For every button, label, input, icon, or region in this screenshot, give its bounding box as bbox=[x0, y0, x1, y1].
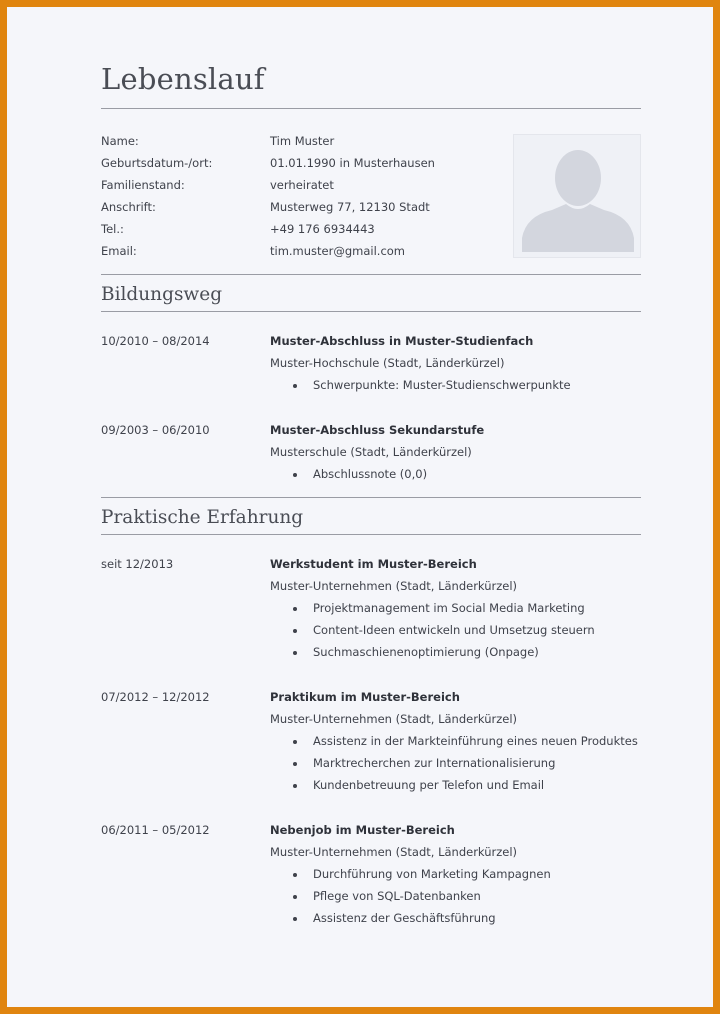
bullet-item: Pflege von SQL-Datenbanken bbox=[313, 889, 481, 903]
entry-title: Werkstudent im Muster-Bereich bbox=[270, 557, 477, 571]
bullet-item: Marktrecherchen zur Internationalisierung bbox=[313, 756, 556, 770]
bullet-icon bbox=[293, 895, 297, 899]
entry-title: Praktikum im Muster-Bereich bbox=[270, 690, 460, 704]
bullet-item: Durchführung von Marketing Kampagnen bbox=[313, 867, 551, 881]
birth-label: Geburtsdatum-/ort: bbox=[101, 156, 213, 170]
marital-status-value: verheiratet bbox=[270, 178, 334, 192]
page-title: Lebenslauf bbox=[101, 62, 265, 96]
person-silhouette-icon bbox=[522, 142, 634, 252]
marital-status-label: Familienstand: bbox=[101, 178, 185, 192]
email-value: tim.muster@gmail.com bbox=[270, 244, 406, 258]
experience-bottom-rule bbox=[101, 534, 641, 535]
address-label: Anschrift: bbox=[101, 200, 156, 214]
bullet-item: Projektmanagement im Social Media Marketing bbox=[313, 601, 585, 615]
phone-value: +49 176 6934443 bbox=[270, 222, 375, 236]
bullet-icon bbox=[293, 873, 297, 877]
bullet-icon bbox=[293, 917, 297, 921]
bullet-icon bbox=[293, 740, 297, 744]
bullet-icon bbox=[293, 607, 297, 611]
entry-title: Muster-Abschluss Sekundarstufe bbox=[270, 423, 485, 437]
bullet-icon bbox=[293, 629, 297, 633]
bullet-icon bbox=[293, 762, 297, 766]
phone-label: Tel.: bbox=[101, 222, 124, 236]
bullet-item: Assistenz der Geschäftsführung bbox=[313, 911, 496, 925]
bullet-icon bbox=[293, 784, 297, 788]
entry-title: Muster-Abschluss in Muster-Studienfach bbox=[270, 334, 534, 348]
entry-date: 06/2011 – 05/2012 bbox=[101, 823, 210, 837]
birth-value: 01.01.1990 in Musterhausen bbox=[270, 156, 435, 170]
bullet-item: Kundenbetreuung per Telefon und Email bbox=[313, 778, 545, 792]
bullet-item: Suchmaschienenoptimierung (Onpage) bbox=[313, 645, 539, 659]
bullet-icon bbox=[293, 651, 297, 655]
entry-institution: Muster-Unternehmen (Stadt, Länderkürzel) bbox=[270, 579, 518, 593]
entry-institution: Muster-Unternehmen (Stadt, Länderkürzel) bbox=[270, 845, 518, 859]
bullet-item: Abschlussnote (0,0) bbox=[313, 467, 428, 481]
name-value: Tim Muster bbox=[270, 134, 335, 148]
entry-institution: Muster-Hochschule (Stadt, Länderkürzel) bbox=[270, 356, 505, 370]
experience-top-rule bbox=[101, 497, 641, 498]
bullet-icon bbox=[293, 473, 297, 477]
experience-heading: Praktische Erfahrung bbox=[101, 507, 304, 528]
entry-date: 09/2003 – 06/2010 bbox=[101, 423, 210, 437]
entry-title: Nebenjob im Muster-Bereich bbox=[270, 823, 455, 837]
entry-institution: Musterschule (Stadt, Länderkürzel) bbox=[270, 445, 472, 459]
name-label: Name: bbox=[101, 134, 139, 148]
entry-date: 10/2010 – 08/2014 bbox=[101, 334, 210, 348]
bullet-item: Schwerpunkte: Muster-Studienschwerpunkte bbox=[313, 378, 571, 392]
bullet-item: Assistenz in der Markteinführung eines neuen Produktes bbox=[313, 734, 638, 748]
title-divider bbox=[101, 108, 641, 109]
email-label: Email: bbox=[101, 244, 137, 258]
bullet-icon bbox=[293, 384, 297, 388]
education-bottom-rule bbox=[101, 311, 641, 312]
education-top-rule bbox=[101, 274, 641, 275]
bullet-item: Content-Ideen entwickeln und Umsetzug steuern bbox=[313, 623, 595, 637]
education-heading: Bildungsweg bbox=[101, 284, 223, 305]
address-value: Musterweg 77, 12130 Stadt bbox=[270, 200, 430, 214]
profile-photo bbox=[513, 134, 641, 258]
entry-institution: Muster-Unternehmen (Stadt, Länderkürzel) bbox=[270, 712, 518, 726]
entry-date: seit 12/2013 bbox=[101, 557, 174, 571]
entry-date: 07/2012 – 12/2012 bbox=[101, 690, 210, 704]
